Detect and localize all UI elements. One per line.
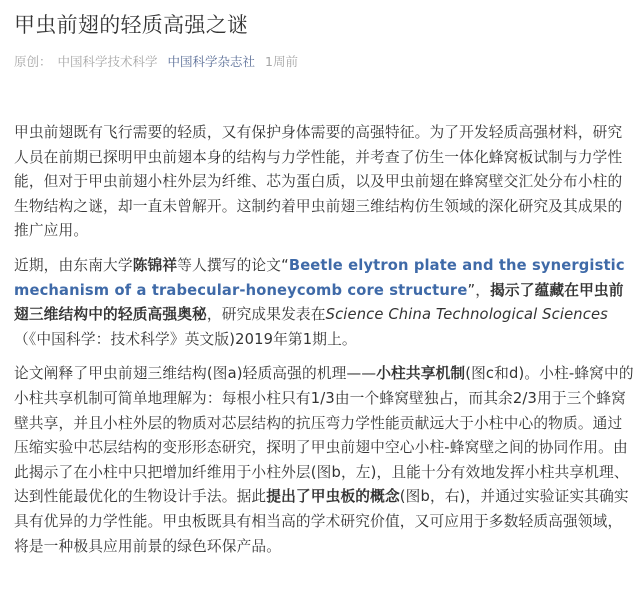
article-title: 甲虫前翅的轻质高强之谜 — [14, 13, 249, 37]
meta-source-label: 原创： — [14, 54, 52, 69]
p2-text-e: ”， — [467, 281, 491, 299]
journal-name: Science China Technological Sciences — [325, 306, 608, 324]
p3-concept: 提出了甲虫板的概念 — [266, 488, 400, 506]
p2-text-a: 近期，由东南大学 — [14, 256, 133, 274]
meta-author: 中国科学技术科学 — [57, 54, 158, 69]
paper-title: Beetle elytron plate and the synergistic mechanism of a trabecular-honeycomb core structure — [14, 256, 625, 299]
paragraph-3 — [14, 362, 634, 559]
p3-text-e: (图b，右)，并通过实验证实其确实具有优异的力学性能。甲虫板既具有相当高的学术研究价值，又可应用于多数轻质高强领域，将是一种极具应用前景的绿色环保产品。 — [14, 488, 629, 555]
p2-text-c: 等人撰写的论文“ — [177, 256, 289, 274]
p3-text-c: (图c和d)。小柱-蜂窝中的小柱共享机制可简单地理解为：每根小柱只有1/3由一个蜂窝壁独占，而其余2/3用于三个蜂窝壁共享，并且小柱外层的物质对芯层结构的抗压弯力学性能贡献远大于小柱中心的物质。通过压缩实验中芯层结构的变形形态研究，探明了甲虫前翅中空心小柱-蜂窝壁之间的协同作用。由此揭示了在小柱中只把增加纤维用于小柱外层(图b，左)，且能十分有效地发挥小柱共享机理、达到性能最优化的生物设计手法。据此 — [14, 365, 634, 506]
article-meta — [14, 53, 304, 71]
p2-text-g: ，研究成果发表在 — [206, 306, 326, 324]
p2-text-i: （《中国科学：技术科学》英文版)2019年第1期上。 — [14, 330, 357, 348]
paragraph-1: 甲虫前翅既有飞行需要的轻质，又有保护身体需要的高强特征。为了开发轻质高强材料，研究人员在前期已探明甲虫前翅本身的结构与力学性能，并考查了仿生一体化蜂窝板试制与力学性能，但对于甲虫前翅小柱外层为纤维、芯为蛋白质，以及甲虫前翅在蜂窝壁交汇处分布小柱的生物结构之谜，却一直未曾解开。这制约着甲虫前翅三维结构仿生领域的深化研究及其成果的推广应用。 — [14, 124, 623, 240]
p2-highlight: 揭示了蕴藏在甲虫前翅三维结构中的轻质高强奥秘 — [14, 281, 624, 324]
paragraph-2 — [14, 254, 634, 352]
p3-text-a: 论文阐释了甲虫前翅三维结构(图a)轻质高强的机理—— — [14, 365, 377, 383]
meta-time: 1周前 — [265, 54, 298, 69]
p2-author-name: 陈锦祥 — [132, 256, 178, 274]
p3-mechanism: 小柱共享机制 — [376, 365, 466, 383]
account-link[interactable]: 中国科学杂志社 — [167, 54, 256, 69]
article-body — [14, 121, 634, 569]
